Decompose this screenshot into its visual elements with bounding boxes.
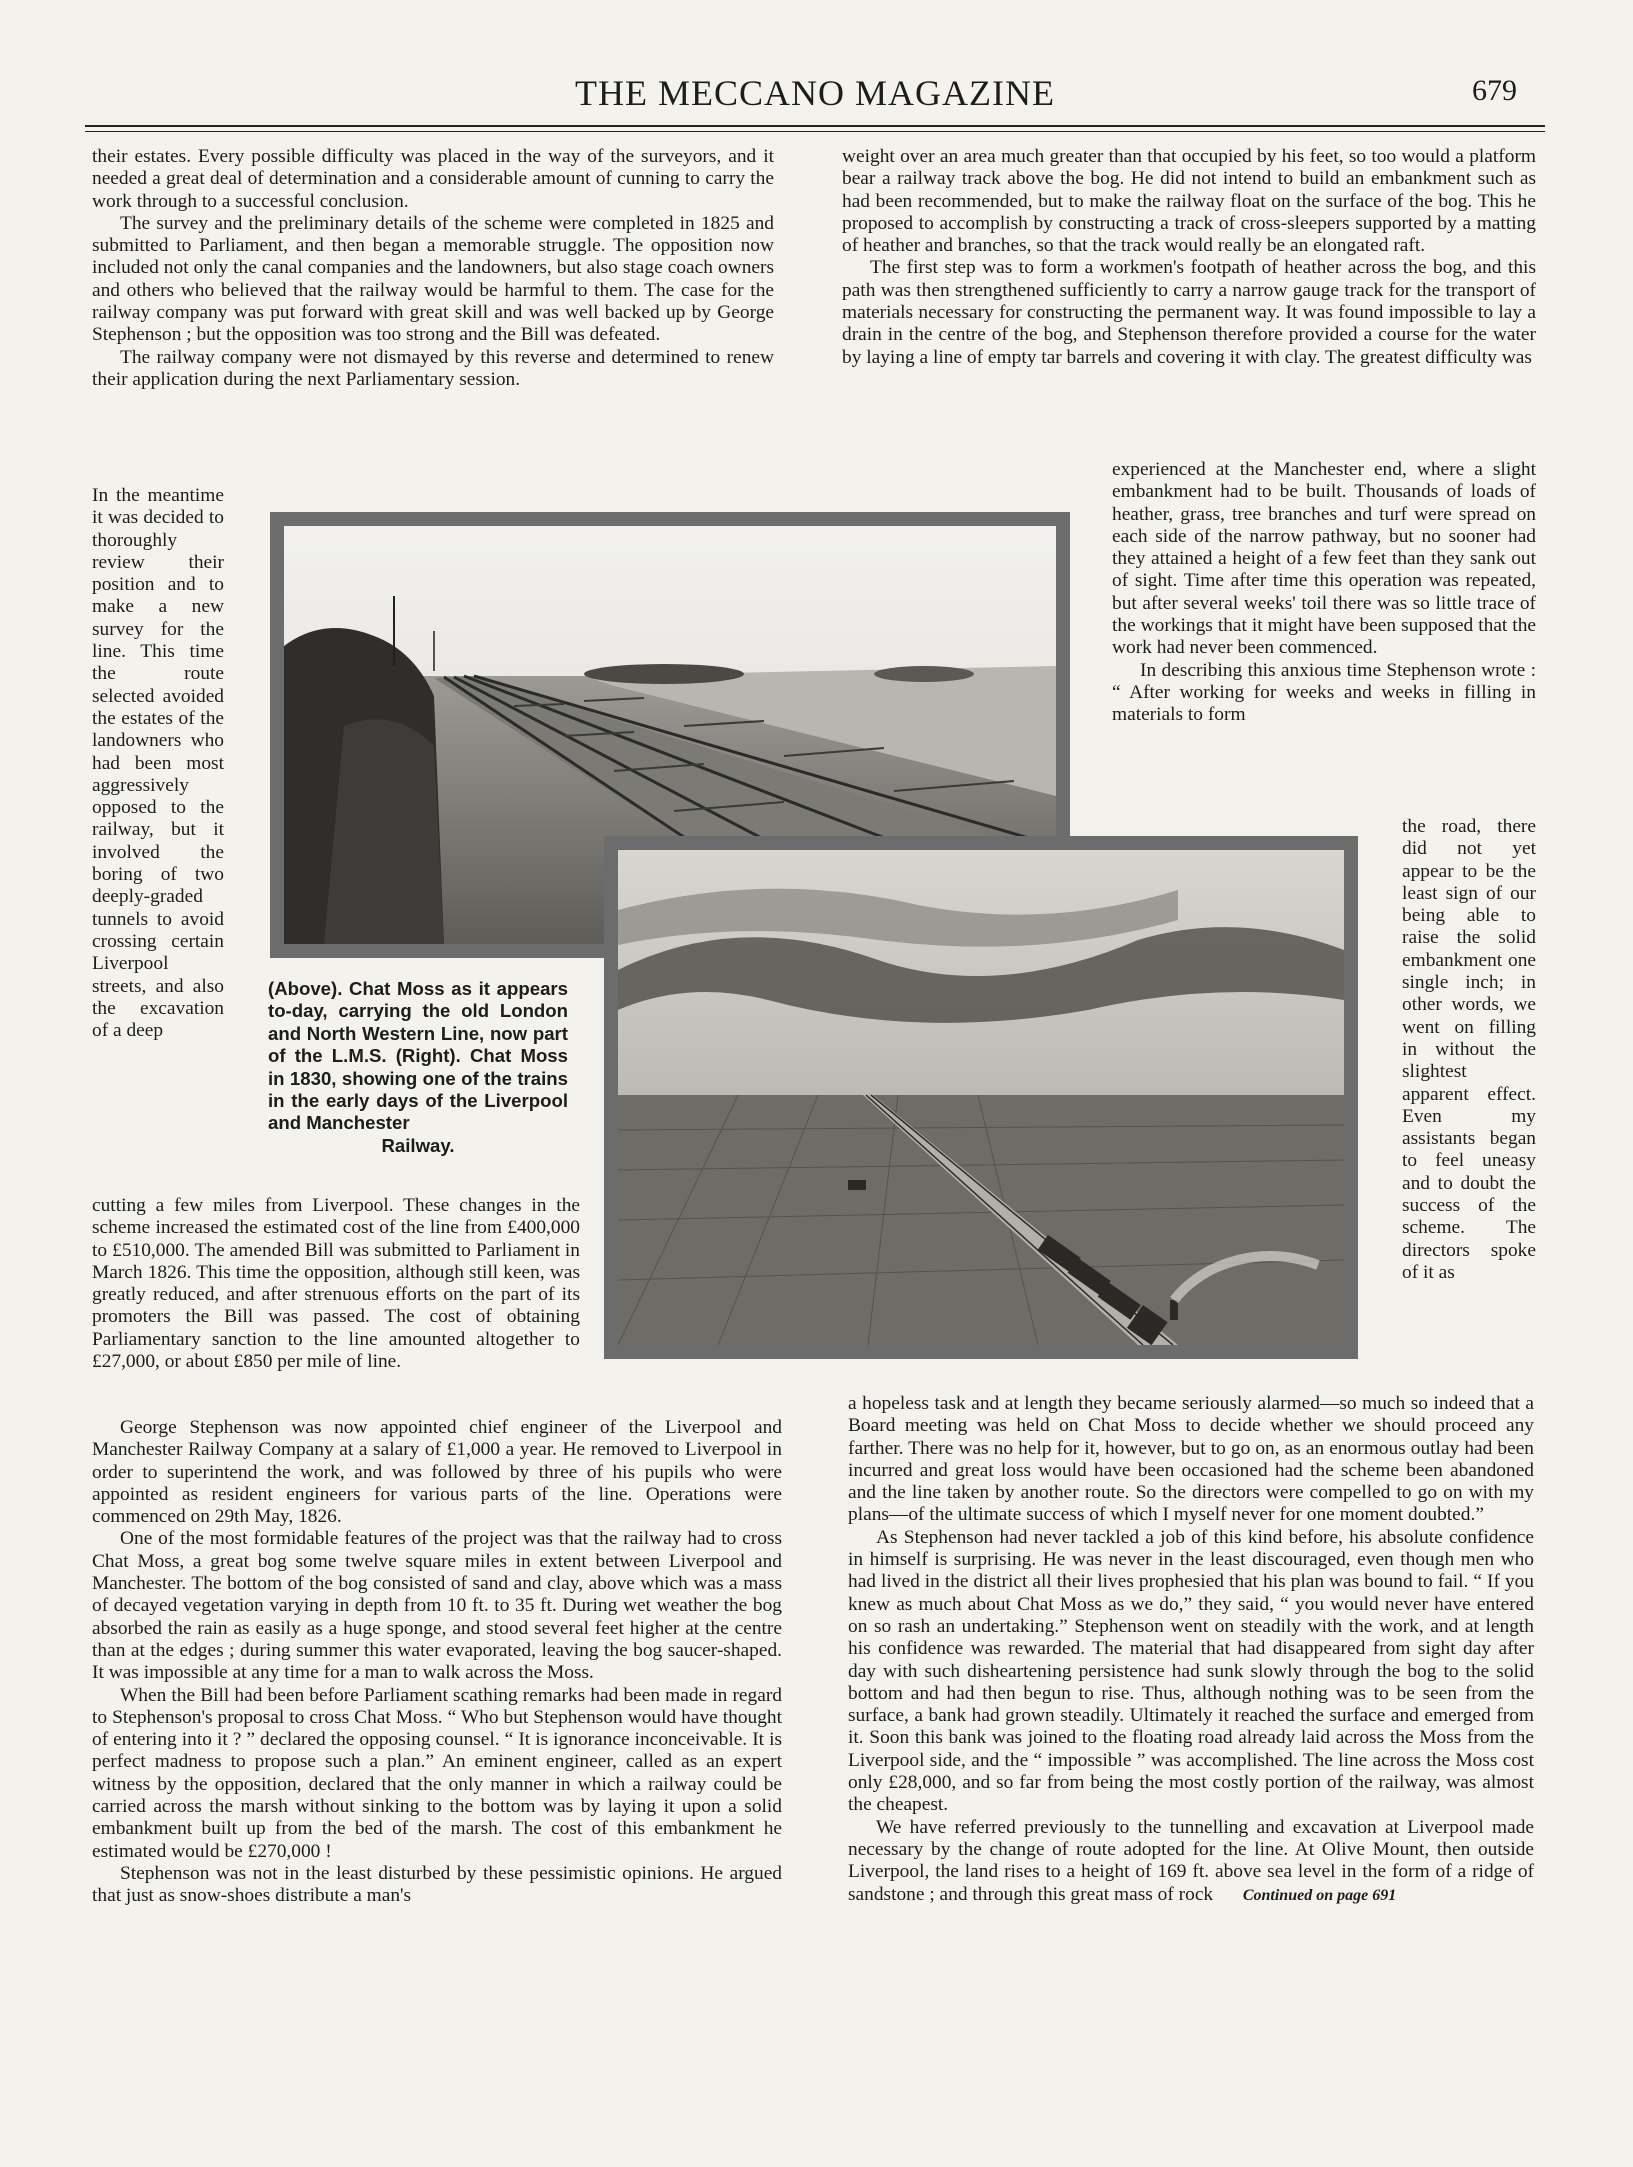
paragraph: cutting a few miles from Liverpool. These changes in the scheme increased the estimated cost of the line from £400,000 to £510,000. The amended Bill was submitted to Parliament in March 1826. This time the opposition, although still keen, was greatly reduced, and after strenuous efforts on the part of its promoters the Bill was passed. The cost of obtaining Parliamentary sanction to the line amounted altogether to £27,000, or about £850 per mile of line. — [92, 1195, 580, 1373]
paragraph — [848, 1817, 1534, 1907]
paragraph: Stephenson was not in the least disturbed by these pessimistic opinions. He argued that just as snow-shoes distribute a man's — [92, 1862, 782, 1907]
caption-last-line: Railway. — [381, 1134, 455, 1156]
left-column-top — [92, 146, 774, 391]
page-number: 679 — [1472, 74, 1517, 107]
left-column-narrow — [92, 485, 224, 1042]
header-rule-thin — [85, 131, 1545, 132]
historic-illustration-image — [618, 850, 1344, 1345]
right-column-top — [842, 146, 1536, 369]
right-column-very-narrow — [1402, 816, 1536, 1284]
right-column-narrow — [1112, 459, 1536, 727]
paragraph: weight over an area much greater than that occupied by his feet, so too would a platform bear a railway track above the bog. He did not intend to build an embankment such as had been recommended, but to make the railway float on the surface of the bog. This he proposed to accomplish by constructing a track of cross-sleepers supported by a matting of heather and branches, so that the track would really be an elongated raft. — [842, 146, 1536, 257]
paragraph: George Stephenson was now appointed chief engineer of the Liverpool and Manchester Railway Company at a salary of £1,000 a year. He removed to Liverpool in order to superintend the work, and was followed by three of his pupils who were appointed as resident engineers for various parts of the line. Operations were commenced on 29th May, 1826. — [92, 1417, 782, 1528]
left-column-beside-photo2 — [92, 1195, 580, 1373]
paragraph: The first step was to form a workmen's footpath of heather across the bog, and this path was then strengthened sufficiently to carry a narrow gauge track for the transport of materials necessary for constructing the permanent way. It was found impossible to lay a drain in the centre of the bog, and Stephenson therefore provided a course for the water by laying a line of empty tar barrels and covering it with clay. The greatest difficulty was — [842, 257, 1536, 368]
paragraph: the road, there did not yet appear to be the least sign of our being able to raise the solid embankment one single inch; in other words, we went on filling in without the slightest apparent effect. Even my assistants began to feel uneasy and to doubt the success of the scheme. The directors spoke of it as — [1402, 816, 1536, 1283]
paragraph: their estates. Every possible difficulty was placed in the way of the surveyors, and it needed a great deal of determination and a considerable amount of cunning to carry the work through to a successful conclusion. — [92, 146, 774, 212]
paragraph: The survey and the preliminary details of the scheme were completed in 1825 and submitted to Parliament, and then began a memorable struggle. The opposition now included not only the canal companies and the landowners, but also stage coach owners and others who believed that the railway would be harmful to them. The case for the railway company was put forward with great skill and was well backed up by George Stephenson ; but the opposition was too strong and the Bill was defeated. — [92, 212, 774, 346]
paragraph: In describing this anxious time Stephenson wrote : “ After working for weeks and weeks in filling in materials to form — [1112, 659, 1536, 726]
continued-notice: Continued on page 691 — [1242, 1886, 1397, 1904]
paragraph-text: We have referred previously to the tunnelling and excavation at Liverpool made necessary by the change of route adopted for the line. At Olive Mount, then outside Liverpool, the land rises to a height of 169 ft. above sea level in the form of a ridge of sandstone ; and through this great mass of rock — [848, 1816, 1534, 1905]
photo-chat-moss-1830 — [604, 836, 1358, 1359]
header-rule — [85, 125, 1545, 127]
paragraph: When the Bill had been before Parliament scathing remarks had been made in regard to Stephenson's proposal to cross Chat Moss. “ Who but Stephenson would have thought of entering into it ? ” declared the opposing counsel. “ It is ignorance inconceivable. It is perfect madness to propose such a plan.” An eminent engineer, called as an expert witness by the opposition, declared that the only manner in which a railway could be carried across the marsh without sinking to the bottom was by laying it upon a solid embankment built up from the bed of the marsh. The cost of this embankment he estimated would be £270,000 ! — [92, 1684, 782, 1862]
magazine-title: THE MECCANO MAGAZINE — [575, 73, 1055, 113]
paragraph: experienced at the Manchester end, where a slight embankment had to be built. Thousands of loads of heather, grass, tree branches and turf were spread on each side of the narrow pathway, but no sooner had they attained a height of a few feet than they sank out of sight. Time after time this operation was repeated, but after several weeks' toil there was so little trace of the workings that it might have been supposed that the work had never been commenced. — [1112, 459, 1536, 659]
paragraph: In the meantime it was decided to thoroughly review their position and to make a new survey for the line. This time the route selected avoided the estates of the landowners who had been most aggressively opposed to the railway, but it involved the boring of two deeply-graded tunnels to avoid crossing certain Liverpool streets, and also the excavation of a deep — [92, 485, 224, 1042]
paragraph: The railway company were not dismayed by this reverse and determined to renew their application during the next Parliamentary session. — [92, 346, 774, 390]
left-column-bottom — [92, 1417, 782, 1908]
masthead — [85, 72, 1545, 122]
right-column-bottom — [848, 1393, 1534, 1907]
historic-train-illustration — [618, 850, 1344, 1345]
caption-text: (Above). Chat Moss as it appears to-day, carrying the old London and North Western Line, now part of the L.M.S. (Right). Chat Moss in 1830, showing one of the trains in the early days of the Liverpool and Manchester — [268, 978, 568, 1134]
photo-caption — [268, 978, 568, 1157]
paragraph: One of the most formidable features of the project was that the railway had to cross Chat Moss, a great bog some twelve square miles in extent between Liverpool and Manchester. The bottom of the bog consisted of sand and clay, above which was a mass of decayed vegetation varying in depth from 10 ft. to 35 ft. During wet weather the bog absorbed the rain as easily as a huge sponge, and stood several feet higher at the centre than at the edges ; during summer this water evaporated, leaving the bog saucer-shaped. It was impossible at any time for a man to walk across the Moss. — [92, 1528, 782, 1684]
paragraph: As Stephenson had never tackled a job of this kind before, his absolute confidence in himself is surprising. He was never in the least discouraged, even though men who had lived in the district all their lives prophesied that his plan was bound to fail. “ If you knew as much about Chat Moss as we do,” they said, “ you would never have entered on so rash an undertaking.” Stephenson went on steadily with the work, and at length his confidence was rewarded. The material that had disappeared from sight day after day with such disheartening persistence had sunk slowly through the bog to the solid bottom and had then begun to rise. Thus, although nothing was to be seen from the surface, a bank had grown steadily. Ultimately it reached the surface and emerged from it. Soon this bank was joined to the floating road already laid across the Moss from the Liverpool side, and the “ impossible ” was accomplished. The line across the Moss cost only £28,000, and so far from being the most costly portion of the railway, was almost the cheapest. — [848, 1526, 1534, 1816]
paragraph: a hopeless task and at length they became seriously alarmed—so much so indeed that a Board meeting was held on Chat Moss to decide whether we should proceed any farther. There was no help for it, however, but to go on, as an enormous outlay had been incurred and great loss would have been occasioned had the scheme been abandoned and the line taken by another route. So the directors were compelled to go on with my plans—of the ultimate success of which I myself never for one moment doubted.” — [848, 1393, 1534, 1526]
